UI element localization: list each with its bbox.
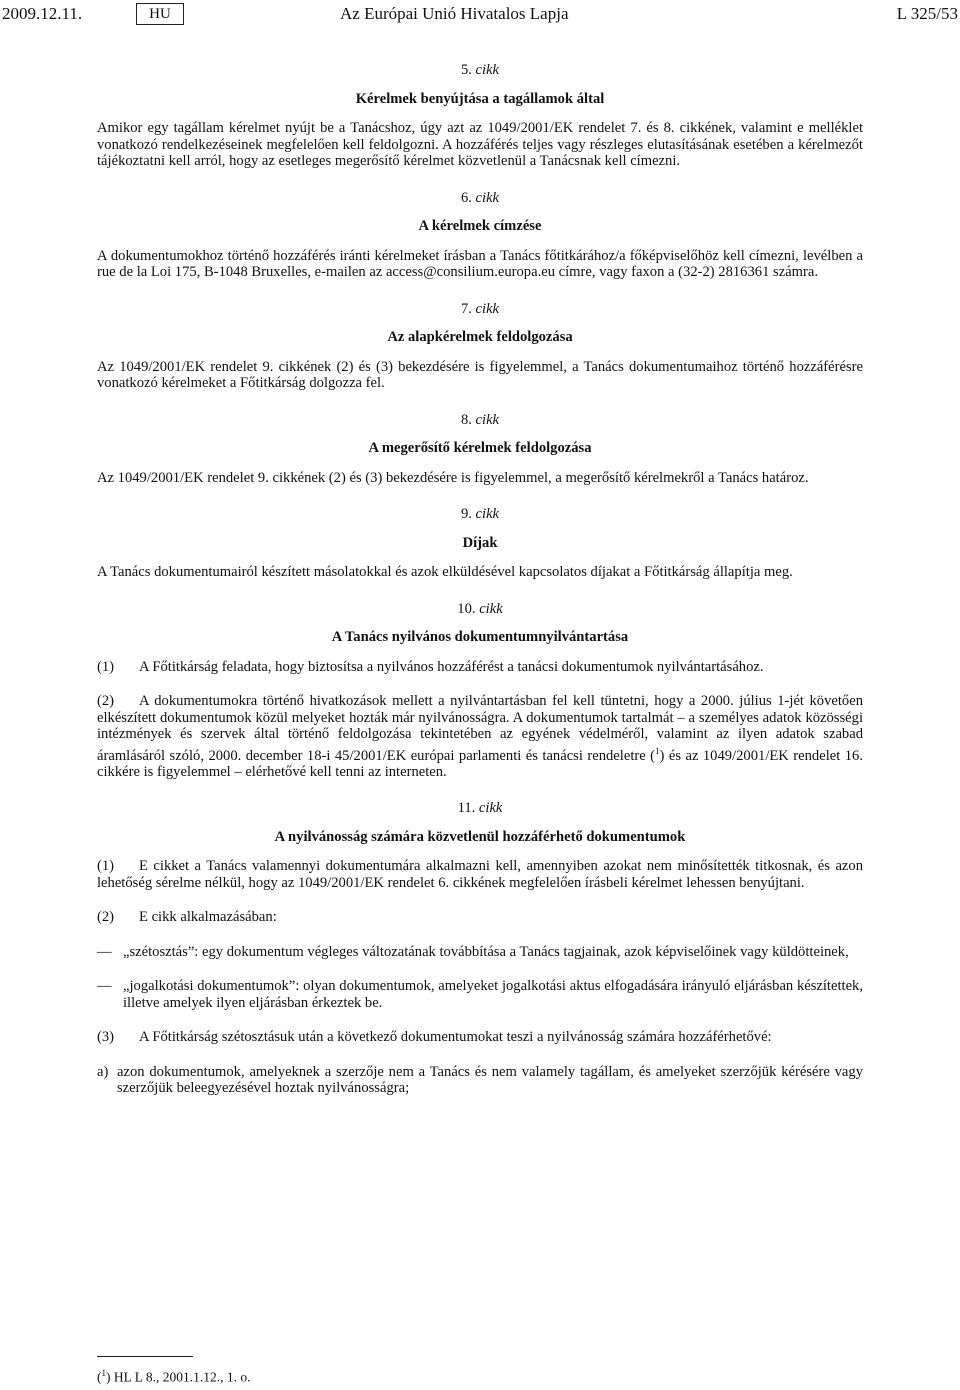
article-5 <box>97 62 863 170</box>
article-11 <box>97 800 863 1097</box>
article-cikk: cikk <box>478 800 503 817</box>
article-cikk: cikk <box>479 600 503 617</box>
paragraph-text-part: A dokumentumokra történő hivatkozások mellett a nyilvántartásban fel kell tüntetni, hogy a 2000. július 1-jét követően elkészített dokumentumok közül melyeket hozták már nyilvánosságra. A dokumentumok tartalmát – a személyes adatok közösségi intézmények és szervek által történő feldolgozása tekintetében az egyének védelméről, valamint az ilyen adatok szabad áramlásáról szóló, 2000. december 18-i 45/2001/EK európai parlamenti és tanácsi rendeletre ( <box>97 693 863 764</box>
article-num: 5. <box>460 62 472 78</box>
article-cikk: cikk <box>475 300 500 317</box>
article-paragraph: A dokumentumokhoz történő hozzáférés iránti kérelmeket írásban a Tanács főtitkárához/a főképviselőhöz kell címezni, levélben a rue de la Loi 175, B-1048 Bruxelles, e-mailen az access@consilium.europa.eu címre, vagy faxon a (32-2) 2816361 számra. <box>97 247 863 280</box>
numbered-paragraph <box>97 858 863 891</box>
footnote-text: HL L 8., 2001.1.12., 1. o. <box>113 1369 251 1385</box>
article-paragraph: Az 1049/2001/EK rendelet 9. cikkének (2) és (3) bekezdésére is figyelemmel, a megerősítő kérelmekről a Tanács határoz. <box>97 469 809 486</box>
paragraph-text: E cikk alkalmazásában: <box>139 909 277 926</box>
dash-text: „szétosztás”: egy dokumentum végleges változatának továbbítása a Tanács tagjainak, azok képviselőinek vagy küldötteinek, <box>123 943 849 960</box>
paragraph-text: A Főtitkárság szétosztásuk után a következő dokumentumokat teszi a nyilvánosság számára hozzáférhetővé: <box>139 1029 772 1046</box>
paragraph-text: A Főtitkárság feladata, hogy biztosítsa a nyilvános hozzáférést a tanácsi dokumentumok nyilvántartásához. <box>139 658 764 675</box>
article-title: Díjak <box>462 534 498 551</box>
article-number <box>97 62 863 79</box>
page-header <box>0 3 960 27</box>
paragraph-number: (2) <box>97 909 115 926</box>
numbered-paragraph <box>97 909 863 926</box>
article-6 <box>97 190 863 281</box>
dash-marker: — <box>97 943 112 960</box>
dash-item <box>97 978 863 1011</box>
article-title: A Tanács nyilvános dokumentumnyilvántartása <box>331 629 629 645</box>
document-body <box>97 62 863 1117</box>
article-num: 10. <box>457 600 476 617</box>
article-9 <box>97 506 863 581</box>
article-paragraph: Amikor egy tagállam kérelmet nyújt be a Tanácshoz, úgy azt az 1049/2001/EK rendelet 7. és 8. cikkének, valamint e melléklet vonatkozó rendelkezéseinek megfelelően kell feldolgozni. A hozzáférés teljes vagy részleges elutasításának esetében a kérelmezőt tájékoztatni kell arról, hogy az esetleges megerősítő kérelmet közvetlenül a Tanácsnak kell címezni. <box>97 120 863 169</box>
article-cikk: cikk <box>475 411 500 428</box>
dash-text: „jogalkotási dokumentumok”: olyan dokumentumok, amelyeket jogalkotási aktus elfogadására irányuló eljárásban készítettek, illetve amelyek ilyen eljárásban érkeztek be. <box>123 978 863 1011</box>
article-paragraph: A Tanács dokumentumairól készített másolatokkal és azok elküldésével kapcsolatos díjakat a Főtitkárság állapítja meg. <box>97 564 793 580</box>
header-date: 2009.12.11. <box>2 4 83 23</box>
journal-title: Az Európai Unió Hivatalos Lapja <box>340 4 569 23</box>
paragraph-text-part: ) és az 1049/2001/EK rendelet 16. cikkére is figyelemmel – elérhetővé kell tenni az interneten. <box>97 747 863 780</box>
article-title: A kérelmek címzése <box>418 218 542 234</box>
article-title: Kérelmek benyújtása a tagállamok által <box>355 90 605 107</box>
numbered-paragraph <box>97 693 863 780</box>
dash-marker: — <box>97 978 112 995</box>
footnote-ref: 1 <box>655 745 660 756</box>
article-number <box>97 190 863 207</box>
footnote: ($^1$) HL L 8., 2001.1.12., 1. o. <box>97 1368 251 1385</box>
paragraph-number: (1) <box>97 858 115 875</box>
article-title: A megerősítő kérelmek feldolgozása <box>368 440 592 456</box>
article-10 <box>97 601 863 781</box>
numbered-paragraph <box>97 1029 863 1046</box>
article-number <box>97 601 863 618</box>
paragraph-number: (3) <box>97 1029 115 1046</box>
article-num: 9. <box>460 506 472 522</box>
article-cikk: cikk <box>475 189 500 206</box>
article-8 <box>97 412 863 487</box>
article-number <box>97 301 863 318</box>
article-number <box>97 412 863 429</box>
article-paragraph: Az 1049/2001/EK rendelet 9. cikkének (2) és (3) bekezdésére is figyelemmel, a Tanács dokumentumaihoz történő hozzáférésre vonatkozó kérelmeket a Főtitkárság dolgozza fel. <box>97 358 863 391</box>
page-number: L 325/53 <box>896 4 958 23</box>
footnote-marker: 1 <box>101 1368 106 1378</box>
article-number <box>97 800 863 817</box>
article-title: A nyilvánosság számára közvetlenül hozzáférhető dokumentumok <box>274 828 686 845</box>
paragraph-text <box>97 858 863 891</box>
lettered-item <box>97 1064 863 1097</box>
paragraph-number: (1) <box>97 658 115 675</box>
paragraph-text-part: E cikket a Tanács valamennyi dokumentumára alkalmazni kell, amennyiben azokat nem minősítették titkosnak, és azon lehetőség sérelme nélkül, hogy az 1049/2001/EK rendelet 6. cikkének megfelelően írásbeli kérelmet lehessen benyújtani. <box>97 858 863 891</box>
article-num: 7. <box>460 300 472 317</box>
item-letter: a) <box>97 1063 109 1080</box>
paragraph-text <box>97 693 863 780</box>
article-num: 11. <box>457 800 476 817</box>
numbered-paragraph <box>97 659 863 676</box>
article-title: Az alapkérelmek feldolgozása <box>387 329 573 345</box>
dash-item <box>97 944 863 961</box>
article-cikk: cikk <box>475 506 500 522</box>
article-number <box>97 506 863 523</box>
article-num: 6. <box>460 189 472 206</box>
paragraph-number: (2) <box>97 693 115 709</box>
article-cikk: cikk <box>475 62 500 78</box>
item-text: azon dokumentumok, amelyeknek a szerzője nem a Tanács és nem valamely tagállam, és amelyeket szerzőjük kérésére vagy szerzőjük beleegyezésével hoztak nyilvánosságra; <box>117 1063 863 1097</box>
article-7 <box>97 301 863 392</box>
footnote-separator <box>97 1356 193 1357</box>
article-num: 8. <box>460 411 472 428</box>
language-badge: HU <box>136 3 184 25</box>
